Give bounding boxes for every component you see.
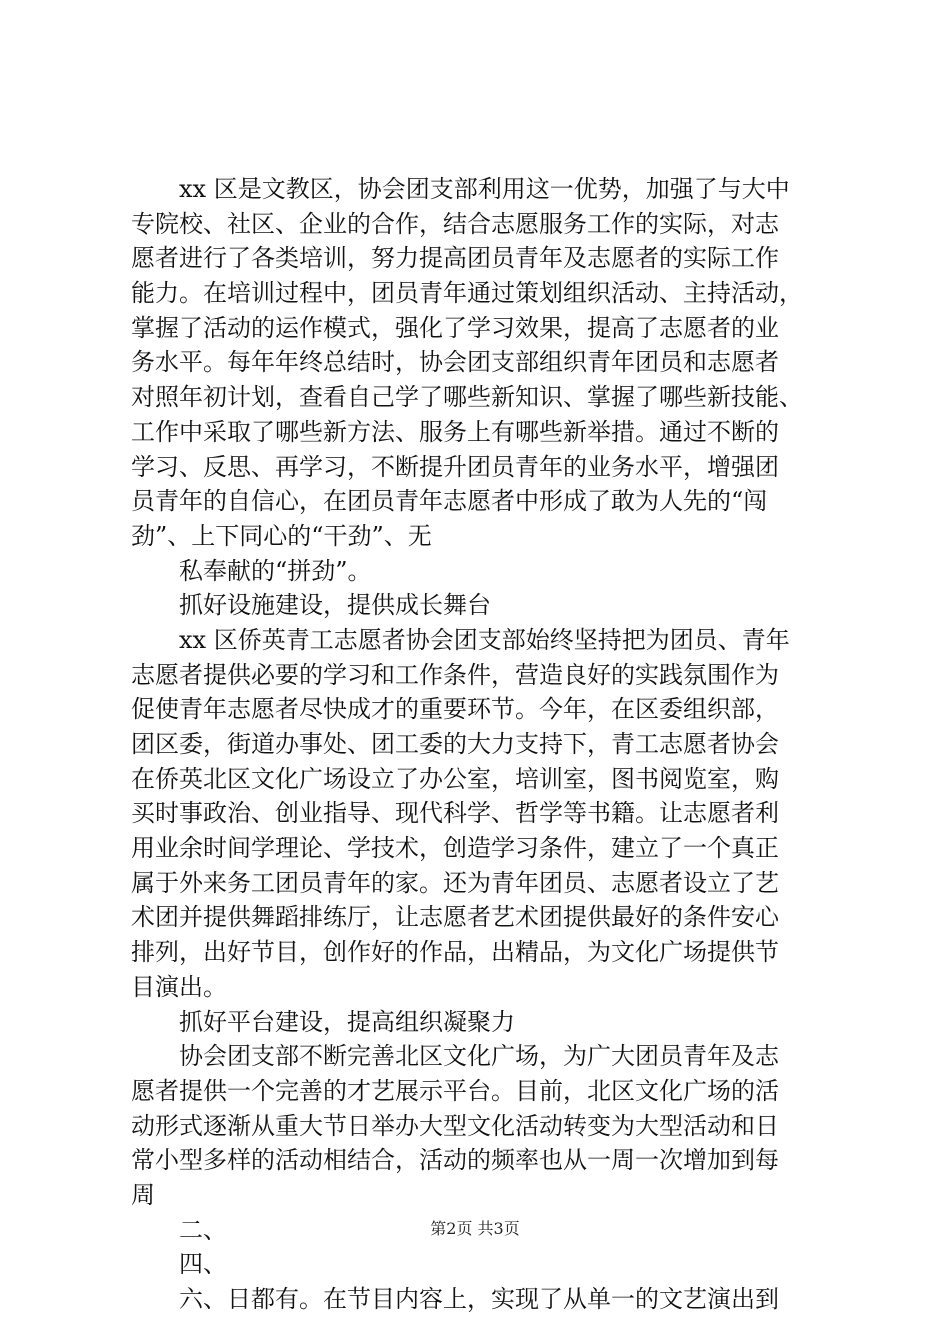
text-line: 志愿者提供必要的学习和工作条件，营造良好的实践氛围作为: [131, 660, 779, 689]
text-line: 抓好平台建设，提高组织凝聚力: [179, 1007, 515, 1036]
text-line: xx 区侨英青工志愿者协会团支部始终坚持把为团员、青年: [179, 625, 790, 654]
text-line: 六、日都有。在节目内容上，实现了从单一的文艺演出到: [179, 1285, 779, 1313]
text-line: 务水平。每年年终总结时，协会团支部组织青年团员和志愿者: [131, 348, 779, 377]
text-line: 买时事政治、创业指导、现代科学、哲学等书籍。让志愿者利: [131, 799, 779, 828]
text-line: 协会团支部不断完善北区文化广场，为广大团员青年及志: [179, 1042, 779, 1071]
text-line: 愿者进行了各类培训，努力提高团员青年及志愿者的实际工作: [131, 244, 779, 273]
text-line: 私奉献的“拼劲”。: [179, 556, 372, 585]
text-line: 专院校、社区、企业的合作，结合志愿服务工作的实际，对志: [131, 209, 779, 238]
text-line: 工作中采取了哪些新方法、服务上有哪些新举措。通过不断的: [131, 417, 779, 446]
text-line: 属于外来务工团员青年的家。还为青年团员、志愿者设立了艺: [131, 868, 779, 897]
text-line: 学习、反思、再学习，不断提升团员青年的业务水平，增强团: [131, 452, 779, 481]
text-line: 用业余时间学理论、学技术，创造学习条件，建立了一个真正: [131, 834, 779, 863]
text-line: 促使青年志愿者尽快成才的重要环节。今年，在区委组织部，: [131, 695, 779, 724]
text-line: 周: [131, 1180, 155, 1209]
text-line: 抓好设施建设，提供成长舞台: [179, 591, 491, 620]
text-line: 劲”、上下同心的“干劲”、无: [131, 521, 432, 550]
text-line: 排列，出好节目，创作好的作品，出精品，为文化广场提供节: [131, 938, 779, 967]
text-line: 团区委，街道办事处、团工委的大力支持下，青工志愿者协会: [131, 730, 779, 758]
text-line: 目演出。: [131, 972, 227, 1001]
text-line: 动形式逐渐从重大节日举办大型文化活动转变为大型活动和日: [131, 1111, 779, 1140]
document-body: [131, 172, 831, 1317]
text-line: 在侨英北区文化广场设立了办公室，培训室，图书阅览室，购: [131, 764, 779, 793]
text-line: 二、: [179, 1215, 227, 1244]
text-line: 员青年的自信心，在团员青年志愿者中形成了敢为人先的“闯: [131, 487, 768, 516]
text-line: 能力。在培训过程中，团员青年通过策划组织活动、主持活动，: [131, 279, 803, 308]
page-footer: 第2页 共3页: [430, 1219, 520, 1238]
text-line: 常小型多样的活动相结合，活动的频率也从一周一次增加到每: [131, 1146, 779, 1175]
text-line: 对照年初计划，查看自己学了哪些新知识、掌握了哪些新技能、: [131, 383, 803, 412]
text-line: 四、: [179, 1250, 227, 1279]
text-line: 掌握了活动的运作模式，强化了学习效果，提高了志愿者的业: [131, 313, 779, 342]
text-line: 愿者提供一个完善的才艺展示平台。目前，北区文化广场的活: [131, 1076, 779, 1105]
text-line: xx 区是文教区，协会团支部利用这一优势，加强了与大中: [179, 175, 790, 203]
text-line: 术团并提供舞蹈排练厅，让志愿者艺术团提供最好的条件安心: [131, 903, 779, 932]
